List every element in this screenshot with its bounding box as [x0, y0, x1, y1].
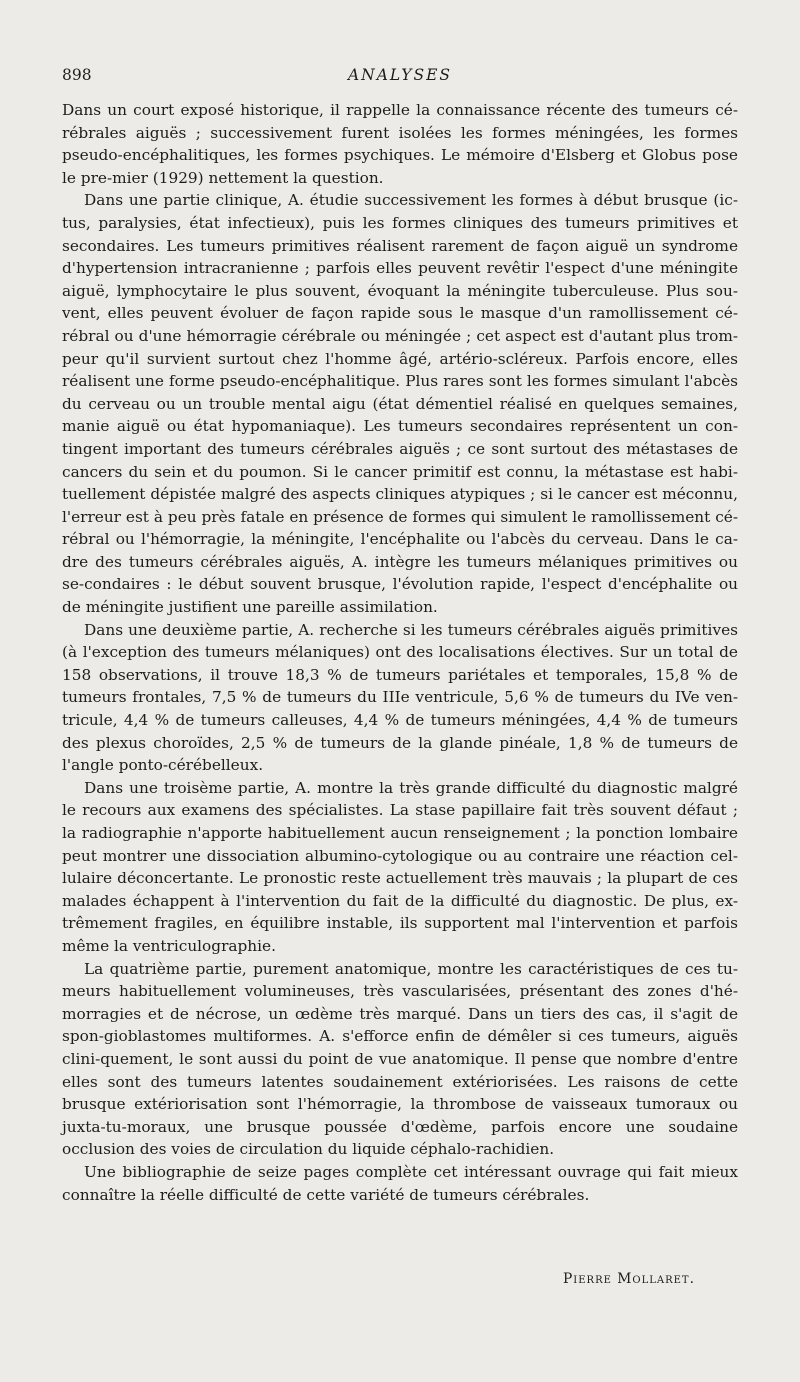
- page-number: 898: [62, 66, 92, 84]
- paragraph-bibliography: Une bibliographie de seize pages complète cet intéressant ouvrage qui fait mieux connaître la réelle difficulté de cette variété de tumeurs cérébrales.: [62, 1162, 738, 1204]
- page-header: [62, 66, 738, 90]
- paragraph-historical: Dans un court exposé historique, il rappelle la connaissance récente des tumeurs cé-rébrales aiguës ; successivement furent isolées les formes méningées, les formes pseudo-encéphalitiques, les formes psychiques. Le mémoire d'Elsberg et Globus pose le pre-mier (1929) nettement la question.: [62, 101, 738, 187]
- paragraph-localisation: Dans une deuxième partie, A. recherche si les tumeurs cérébrales aiguës primitives (à l'exception des tumeurs mélaniques) ont des localisations électives. Sur un total de 158 observations, il trouve 18,3 % de tumeurs pariétales et temporales, 15,8 % de tumeurs frontales, 7,5 % de tumeurs du IIIe ventricule, 5,6 % de tumeurs du IVe ven-tricule, 4,4 % de tumeurs calleuses, 4,4 % de tumeurs méningées, 4,4 % de tumeurs des plexus choroïdes, 2,5 % de tumeurs de la glande pinéale, 1,8 % de tumeurs de l'angle ponto-cérébelleux.: [62, 620, 738, 775]
- running-title: ANALYSES: [347, 66, 453, 84]
- author-signature: Pierre Mollaret.: [563, 1271, 695, 1287]
- article-body: [62, 99, 738, 1206]
- paragraph-anatomy: La quatrième partie, purement anatomique, montre les caractéristiques de ces tu-meurs habituellement volumineuses, très vascularisées, présentant des zones d'hé-morragies et de nécrose, un œdème très marqué. Dans un tiers des cas, il s'agit de spon-gioblastomes multiformes. A. s'efforce enfin de démêler si ces tumeurs, aiguës clini-quement, le sont aussi du point de vue anatomique. Il pense que nombre d'entre elles sont des tumeurs latentes soudainement extériorisées. Les raisons de cette brusque extériorisation sont l'hémorragie, la thrombose de vaisseaux tumoraux ou juxta-tu-moraux, une brusque poussée d'œdème, parfois encore une soudaine occlusion des voies de circulation du liquide céphalo-rachidien.: [62, 959, 738, 1159]
- paragraph-diagnosis: Dans une troisème partie, A. montre la très grande difficulté du diagnostic malgré le recours aux examens des spécialistes. La stase papillaire fait très souvent défaut ; la radiographie n'apporte habituellement aucun renseignement ; la ponction lombaire peut montrer une dissociation albumino-cytologique ou au contraire une réaction cel-lulaire déconcertante. Le pronostic reste actuellement très mauvais ; la plupart de ces malades échappent à l'intervention du fait de la difficulté du diagnostic. De plus, ex-trêmement fragiles, en équilibre instable, ils supportent mal l'intervention et parfois même la ventriculographie.: [62, 778, 738, 955]
- paragraph-clinical: Dans une partie clinique, A. étudie successivement les formes à début brusque (ic-tus, paralysies, état infectieux), puis les formes cliniques des tumeurs primitives et secondaires. Les tumeurs primitives réalisent rarement de façon aiguë un syndrome d'hypertension intracranienne ; parfois elles peuvent revêtir l'espect d'une méningite aiguë, lymphocytaire le plus souvent, évoquant la méningite tuberculeuse. Plus sou-vent, elles peuvent évoluer de façon rapide sous le masque d'un ramollissement cé-rébral ou d'une hémorragie cérébrale ou méningée ; cet aspect est d'autant plus trom-peur qu'il survient surtout chez l'homme âgé, artério-scléreux. Parfois encore, elles réalisent une forme pseudo-encéphalitique. Plus rares sont les formes simulant l'abcès du cerveau ou un trouble mental aigu (état démentiel réalisé en quelques semaines, manie aiguë ou état hypomaniaque). Les tumeurs secondaires représentent un con-tingent important des tumeurs cérébrales aiguës ; ce sont surtout des métastases de cancers du sein et du poumon. Si le cancer primitif est connu, la métastase est habi-tuellement dépistée malgré des aspects cliniques atypiques ; si le cancer est méconnu, l'erreur est à peu près fatale en présence de formes qui simulent le ramollissement cé-rébral ou l'hémorragie, la méningite, l'encéphalite ou l'abcès du cerveau. Dans le ca-dre des tumeurs cérébrales aiguës, A. intègre les tumeurs mélaniques primitives ou se-condaires : le début souvent brusque, l'évolution rapide, l'espect d'encéphalite ou de méningite justifient une pareille assimilation.: [62, 191, 738, 617]
